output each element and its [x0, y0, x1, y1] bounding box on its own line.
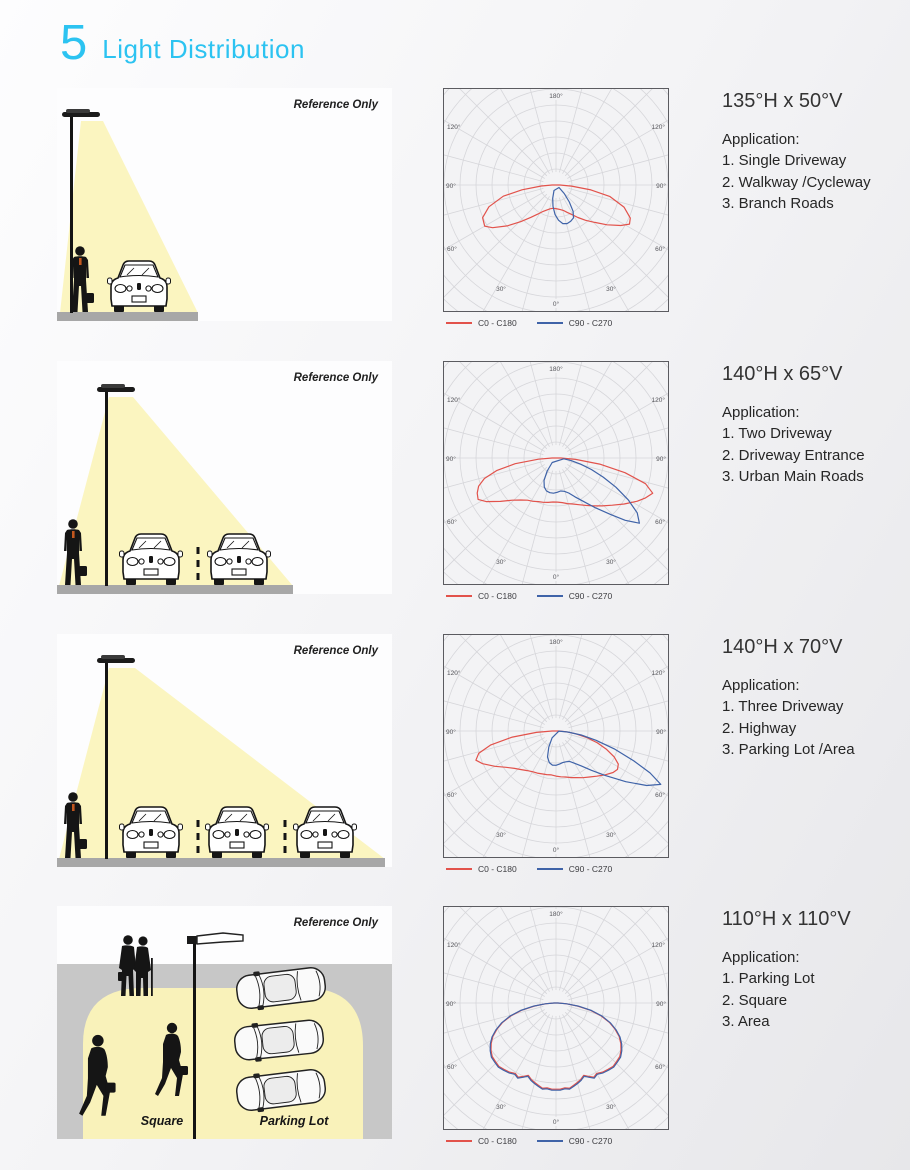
- polar-chart-panel: [443, 906, 669, 1130]
- svg-text:30°: 30°: [496, 1104, 506, 1111]
- svg-text:90°: 90°: [656, 183, 666, 190]
- application-item: 2. Driveway Entrance: [722, 446, 865, 464]
- parking-lot-area-label: Parking Lot: [259, 1114, 329, 1128]
- svg-text:90°: 90°: [656, 1001, 666, 1008]
- light-distribution-row-2: [0, 361, 910, 617]
- reference-only-label: Reference Only: [293, 645, 378, 657]
- polar-chart-svg: [444, 89, 668, 311]
- legend-blue-line: [537, 322, 563, 324]
- svg-text:0°: 0°: [552, 574, 560, 581]
- svg-text:120°: 120°: [651, 124, 665, 131]
- application-item: 1. Two Driveway: [722, 425, 832, 442]
- svg-text:60°: 60°: [655, 519, 665, 526]
- chart-legend: [446, 591, 612, 601]
- polar-chart-panel: [443, 88, 669, 312]
- ground: [57, 312, 198, 321]
- scene-panel-single-driveway: [57, 88, 392, 321]
- application-label: Application:: [722, 677, 800, 694]
- legend-label: C90 - C270: [568, 591, 613, 601]
- light-distribution-row-4: [0, 906, 910, 1162]
- svg-text:120°: 120°: [651, 942, 665, 949]
- polar-chart-panel: [443, 634, 669, 858]
- legend-label: C0 - C180: [478, 318, 517, 328]
- chart-legend: [446, 318, 612, 328]
- svg-text:120°: 120°: [651, 670, 665, 677]
- plaza-scene-illustration: [57, 906, 392, 1139]
- scene-panel-three-driveway: [57, 634, 392, 867]
- polar-chart-svg: [444, 362, 668, 584]
- application-item: 2. Walkway /Cycleway: [722, 173, 871, 191]
- section-number: 5: [60, 16, 88, 70]
- legend-red-line: [446, 595, 472, 597]
- application-item: 2. Square: [722, 991, 788, 1009]
- svg-text:90°: 90°: [446, 183, 456, 190]
- svg-text:30°: 30°: [606, 1104, 616, 1111]
- light-pole: [105, 391, 108, 586]
- legend-item-c90-c270: [537, 591, 612, 601]
- beam-angle-title: 110°H x 110°V: [722, 908, 851, 930]
- svg-text:0°: 0°: [552, 301, 560, 308]
- application-item: 1. Three Driveway: [722, 698, 844, 715]
- ground: [57, 858, 385, 867]
- legend-blue-line: [537, 595, 563, 597]
- legend-label: C0 - C180: [478, 864, 517, 874]
- reference-only-label: Reference Only: [293, 372, 378, 384]
- legend-label: C0 - C180: [478, 591, 517, 601]
- chart-legend: [446, 864, 612, 874]
- svg-text:90°: 90°: [656, 456, 666, 463]
- legend-item-c0-c180: [446, 864, 517, 874]
- polar-chart-panel: [443, 361, 669, 585]
- legend-label: C0 - C180: [478, 1136, 517, 1146]
- svg-text:30°: 30°: [496, 559, 506, 566]
- svg-text:60°: 60°: [447, 1064, 457, 1071]
- legend-item-c90-c270: [537, 318, 612, 328]
- svg-text:120°: 120°: [447, 670, 461, 677]
- legend-item-c90-c270: [537, 864, 612, 874]
- light-pole: [105, 662, 108, 859]
- application-info: [722, 907, 908, 1033]
- legend-blue-line: [537, 1140, 563, 1142]
- svg-text:60°: 60°: [447, 246, 457, 253]
- svg-text:0°: 0°: [552, 1119, 560, 1126]
- svg-text:60°: 60°: [655, 792, 665, 799]
- svg-text:60°: 60°: [655, 1064, 665, 1071]
- svg-text:180°: 180°: [549, 366, 563, 373]
- legend-label: C90 - C270: [568, 318, 613, 328]
- page-title: Light Distribution: [102, 34, 305, 64]
- beam-angle-title: 140°H x 70°V: [722, 636, 843, 658]
- application-info: [722, 89, 908, 215]
- application-item: 3. Branch Roads: [722, 195, 834, 212]
- svg-text:90°: 90°: [446, 1001, 456, 1008]
- legend-item-c0-c180: [446, 591, 517, 601]
- scene-panel-two-driveway: [57, 361, 392, 594]
- legend-red-line: [446, 1140, 472, 1142]
- streetlight-scene-illustration: [57, 361, 392, 594]
- svg-text:60°: 60°: [655, 246, 665, 253]
- legend-blue-line: [537, 868, 563, 870]
- light-pole: [70, 116, 73, 313]
- application-label: Application:: [722, 131, 800, 148]
- beam-angle-title: 140°H x 65°V: [722, 363, 843, 385]
- legend-label: C90 - C270: [568, 864, 613, 874]
- svg-text:30°: 30°: [606, 832, 616, 839]
- streetlight-scene-illustration: [57, 88, 392, 321]
- polar-chart-svg: [444, 907, 668, 1129]
- svg-text:180°: 180°: [549, 93, 563, 100]
- legend-item-c0-c180: [446, 1136, 517, 1146]
- application-label: Application:: [722, 404, 800, 421]
- reference-only-label: Reference Only: [293, 99, 378, 111]
- svg-text:120°: 120°: [447, 397, 461, 404]
- application-item: 1. Single Driveway: [722, 152, 847, 169]
- ground: [57, 585, 293, 594]
- polar-chart-svg: [444, 635, 668, 857]
- application-item: 3. Parking Lot /Area: [722, 741, 855, 758]
- application-info: [722, 362, 908, 488]
- svg-text:120°: 120°: [447, 124, 461, 131]
- application-item: 2. Highway: [722, 719, 797, 737]
- application-item: 1. Parking Lot: [722, 970, 815, 987]
- svg-text:90°: 90°: [656, 729, 666, 736]
- application-info: [722, 635, 908, 761]
- streetlight-scene-illustration: [57, 634, 392, 867]
- svg-text:90°: 90°: [446, 456, 456, 463]
- legend-red-line: [446, 868, 472, 870]
- svg-text:120°: 120°: [651, 397, 665, 404]
- application-item: 3. Area: [722, 1013, 770, 1030]
- legend-label: C90 - C270: [568, 1136, 613, 1146]
- legend-item-c90-c270: [537, 1136, 612, 1146]
- section-header: [60, 16, 305, 70]
- legend-red-line: [446, 322, 472, 324]
- application-item: 3. Urban Main Roads: [722, 468, 864, 485]
- beam-angle-title: 135°H x 50°V: [722, 90, 843, 112]
- svg-text:60°: 60°: [447, 792, 457, 799]
- svg-text:60°: 60°: [447, 519, 457, 526]
- svg-text:0°: 0°: [552, 847, 560, 854]
- application-label: Application:: [722, 949, 800, 966]
- svg-text:30°: 30°: [496, 832, 506, 839]
- light-distribution-row-3: [0, 634, 910, 890]
- svg-text:30°: 30°: [496, 286, 506, 293]
- scene-panel-parking-square: [57, 906, 392, 1139]
- reference-only-label: Reference Only: [293, 917, 378, 929]
- light-pole: [193, 942, 196, 1139]
- svg-text:30°: 30°: [606, 559, 616, 566]
- svg-text:90°: 90°: [446, 729, 456, 736]
- legend-item-c0-c180: [446, 318, 517, 328]
- svg-text:30°: 30°: [606, 286, 616, 293]
- chart-legend: [446, 1136, 612, 1146]
- square-area-label: Square: [140, 1114, 184, 1128]
- light-distribution-row-1: [0, 88, 910, 344]
- svg-text:180°: 180°: [549, 911, 563, 918]
- svg-text:180°: 180°: [549, 639, 563, 646]
- svg-text:120°: 120°: [447, 942, 461, 949]
